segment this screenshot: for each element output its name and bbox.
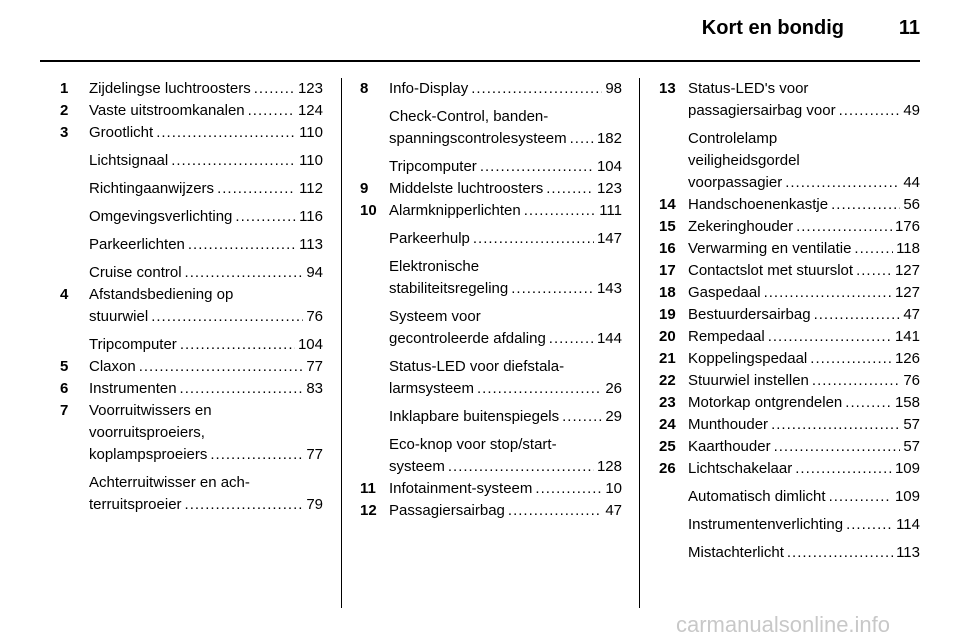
section-title: Kort en bondig	[701, 17, 844, 39]
index-entry	[659, 436, 920, 458]
index-entry	[60, 356, 323, 378]
entry-number: 16	[659, 240, 676, 257]
entry-last-line	[89, 78, 323, 100]
entry-number: 11	[360, 480, 376, 497]
index-entry	[60, 100, 323, 122]
index-entry	[659, 348, 920, 370]
entry-text: Munthouder	[688, 416, 769, 433]
dot-leader	[814, 304, 901, 326]
entry-page: 79	[306, 496, 323, 513]
entry-page: 124	[297, 102, 323, 119]
index-entry	[60, 178, 323, 200]
index-entry	[659, 216, 920, 238]
index-entry	[659, 514, 920, 536]
entry-number: 4	[60, 286, 69, 303]
index-entry	[360, 156, 622, 178]
entry-last-line	[89, 378, 323, 400]
entry-last-line	[688, 542, 920, 564]
index-entry	[659, 370, 920, 392]
entry-last-line	[89, 262, 323, 284]
watermark: carmanualsonline.info	[676, 612, 891, 637]
entry-number: 10	[360, 202, 377, 219]
entry-last-line	[389, 500, 622, 522]
entry-number: 14	[659, 196, 676, 213]
entry-number: 7	[60, 402, 69, 419]
entry-last-line	[89, 206, 323, 228]
entry-text: Controlelamp	[688, 130, 778, 147]
entry-text: Alarmknipperlichten	[389, 202, 521, 219]
entry-last-line	[688, 100, 920, 122]
page-number: 11	[898, 17, 920, 39]
entry-text: terruitsproeier	[89, 496, 182, 513]
entry-last-line	[89, 150, 323, 172]
entry-text: Afstandsbediening op	[89, 286, 234, 303]
entry-text: Middelste luchtroosters	[389, 180, 544, 197]
entry-last-line	[688, 304, 920, 326]
entry-number: 20	[659, 328, 676, 345]
entry-last-line	[688, 514, 920, 536]
dot-leader	[524, 200, 596, 222]
index-entry	[659, 542, 920, 564]
entry-text: Kaarthouder	[688, 438, 771, 455]
entry-text: Gaspedaal	[688, 284, 761, 301]
entry-last-line	[389, 406, 622, 428]
entry-page: 111	[599, 202, 622, 219]
entry-text: Status-LED's voor	[688, 80, 809, 97]
entry-last-line	[688, 370, 920, 392]
index-entry	[60, 472, 323, 516]
entry-last-line	[89, 444, 323, 466]
entry-page: 83	[306, 380, 323, 397]
index-entry	[60, 262, 323, 284]
dot-leader	[180, 378, 304, 400]
entry-page: 104	[596, 158, 622, 175]
entry-text: veiligheidsgordel	[688, 152, 800, 169]
entry-number: 19	[659, 306, 676, 323]
dot-leader	[185, 494, 304, 516]
dot-leader	[810, 348, 892, 370]
dot-leader	[217, 178, 296, 200]
dot-leader	[188, 234, 296, 256]
entry-last-line	[688, 348, 920, 370]
dot-leader	[448, 456, 594, 478]
entry-number: 15	[659, 218, 676, 235]
entry-text: Infotainment-systeem	[389, 480, 533, 497]
entry-last-line	[688, 392, 920, 414]
entry-last-line	[688, 260, 920, 282]
entry-last-line	[688, 414, 920, 436]
entry-page: 110	[299, 152, 323, 169]
entry-page: 49	[903, 102, 920, 119]
entry-number: 24	[659, 416, 676, 433]
entry-text: koplampsproeiers	[89, 446, 208, 463]
entry-page: 44	[903, 174, 920, 191]
entry-last-line	[688, 486, 920, 508]
entry-number: 25	[659, 438, 676, 455]
index-entry	[659, 304, 920, 326]
entry-last-line	[89, 356, 323, 378]
entry-text: stabiliteitsregeling	[389, 280, 509, 297]
entry-page: 109	[894, 488, 920, 505]
dot-leader	[856, 260, 892, 282]
dot-leader	[171, 150, 296, 172]
dot-leader	[796, 216, 892, 238]
dot-leader	[235, 206, 296, 228]
entry-last-line	[389, 456, 622, 478]
entry-text: Mistachterlicht	[688, 544, 784, 561]
entry-text: spanningscontrolesysteem	[389, 130, 567, 147]
index-entry	[360, 228, 622, 250]
entry-text: Elektronische	[389, 258, 480, 275]
dot-leader	[480, 156, 594, 178]
entry-number: 2	[60, 102, 69, 119]
index-entry	[360, 178, 622, 200]
dot-leader	[812, 370, 900, 392]
entry-text: Lichtschakelaar	[688, 460, 793, 477]
entry-number: 17	[659, 262, 676, 279]
index-entry	[360, 478, 622, 500]
entry-page: 126	[894, 350, 920, 367]
index-entry	[360, 406, 622, 428]
entry-text: Inklapbare buitenspiegels	[389, 408, 560, 425]
entry-text: Automatisch dimlicht	[688, 488, 826, 505]
entry-last-line	[389, 478, 622, 500]
entry-last-line	[389, 200, 622, 222]
entry-page: 143	[596, 280, 622, 297]
index-column-3	[659, 78, 920, 564]
entry-text: gecontroleerde afdaling	[389, 330, 546, 347]
index-entry	[60, 334, 323, 356]
entry-last-line	[389, 78, 622, 100]
index-entry	[659, 414, 920, 436]
entry-number: 13	[659, 80, 676, 97]
dot-leader	[477, 378, 602, 400]
index-entry	[60, 78, 323, 100]
entry-text: Vaste uitstroomkanalen	[89, 102, 245, 119]
entry-page: 144	[596, 330, 622, 347]
dot-leader	[570, 128, 594, 150]
dot-leader	[210, 444, 303, 466]
entry-page: 127	[894, 262, 920, 279]
entry-page: 123	[297, 80, 323, 97]
index-entry	[659, 392, 920, 414]
dot-leader	[139, 356, 304, 378]
column-divider	[341, 78, 342, 608]
entry-text: Bestuurdersairbag	[688, 306, 811, 323]
index-entry	[659, 238, 920, 260]
entry-page: 118	[896, 240, 920, 257]
entry-page: 116	[299, 208, 323, 225]
entry-text: Verwarming en ventilatie	[688, 240, 852, 257]
index-entry	[360, 434, 622, 478]
entry-page: 112	[299, 180, 323, 197]
entry-number: 21	[659, 350, 676, 367]
entry-text: Systeem voor	[389, 308, 481, 325]
entry-page: 114	[896, 516, 920, 533]
dot-leader	[764, 282, 892, 304]
dot-leader	[471, 78, 602, 100]
entry-text: Grootlicht	[89, 124, 154, 141]
entry-last-line	[89, 306, 323, 328]
entry-text: Claxon	[89, 358, 136, 375]
index-entry	[60, 284, 323, 328]
entry-last-line	[89, 494, 323, 516]
dot-leader	[795, 458, 892, 480]
index-entry	[360, 200, 622, 222]
entry-page: 158	[894, 394, 920, 411]
entry-text: Tripcomputer	[389, 158, 477, 175]
dot-leader	[854, 238, 893, 260]
index-entry	[60, 150, 323, 172]
entry-last-line	[389, 228, 622, 250]
entry-last-line	[89, 178, 323, 200]
dot-leader	[562, 406, 602, 428]
entry-page: 77	[306, 358, 323, 375]
index-entry	[60, 378, 323, 400]
entry-page: 141	[894, 328, 920, 345]
entry-last-line	[389, 128, 622, 150]
entry-page: 127	[894, 284, 920, 301]
entry-text: Instrumentenverlichting	[688, 516, 844, 533]
entry-number: 12	[360, 502, 377, 519]
entry-last-line	[688, 282, 920, 304]
page-header	[0, 17, 960, 51]
dot-leader	[785, 172, 900, 194]
entry-page: 104	[297, 336, 323, 353]
index-column-2	[360, 78, 622, 522]
index-entry	[360, 306, 622, 350]
index-entry	[360, 256, 622, 300]
entry-text: Voorruitwissers en	[89, 402, 212, 419]
dot-leader	[511, 278, 594, 300]
dot-leader	[151, 306, 303, 328]
column-divider	[639, 78, 640, 608]
index-entry	[60, 122, 323, 144]
dot-leader	[846, 514, 893, 536]
entry-number: 1	[60, 80, 69, 97]
entry-page: 77	[306, 446, 323, 463]
index-entry	[659, 128, 920, 194]
entry-text: Parkeerhulp	[389, 230, 470, 247]
entry-text: Achterruitwisser en ach-	[89, 474, 250, 491]
entry-number: 26	[659, 460, 676, 477]
dot-leader	[185, 262, 304, 284]
index-column-1	[60, 78, 323, 516]
entry-text: Motorkap ontgrendelen	[688, 394, 843, 411]
dot-leader	[535, 478, 602, 500]
dot-leader	[787, 542, 893, 564]
index-entry	[360, 500, 622, 522]
entry-number: 8	[360, 80, 369, 97]
entry-page: 47	[605, 502, 622, 519]
dot-leader	[831, 194, 900, 216]
entry-text: Tripcomputer	[89, 336, 177, 353]
entry-last-line	[389, 278, 622, 300]
dot-leader	[180, 334, 295, 356]
entry-number: 5	[60, 358, 69, 375]
entry-page: 98	[605, 80, 622, 97]
entry-last-line	[389, 156, 622, 178]
entry-page: 76	[903, 372, 920, 389]
index-entry	[60, 206, 323, 228]
entry-last-line	[688, 326, 920, 348]
entry-page: 113	[299, 236, 323, 253]
entry-last-line	[688, 194, 920, 216]
header-rule	[40, 60, 920, 62]
entry-page: 57	[903, 416, 920, 433]
entry-last-line	[688, 216, 920, 238]
entry-last-line	[389, 178, 622, 200]
entry-last-line	[389, 328, 622, 350]
entry-text: voorruitsproeiers,	[89, 424, 205, 441]
index-entry	[360, 356, 622, 400]
entry-text: Eco-knop voor stop/start-	[389, 436, 557, 453]
entry-page: 147	[596, 230, 622, 247]
entry-text: Handschoenenkastje	[688, 196, 829, 213]
entry-number: 6	[60, 380, 69, 397]
entry-text: Lichtsignaal	[89, 152, 169, 169]
index-entry	[659, 260, 920, 282]
dot-leader	[768, 326, 892, 348]
entry-page: 128	[596, 458, 622, 475]
entry-number: 22	[659, 372, 676, 389]
entry-text: Passagiersairbag	[389, 502, 505, 519]
entry-text: Status-LED voor diefstala-	[389, 358, 565, 375]
dot-leader	[248, 100, 295, 122]
entry-page: 57	[903, 438, 920, 455]
entry-text: Contactslot met stuurslot	[688, 262, 854, 279]
dot-leader	[156, 122, 296, 144]
index-entry	[659, 458, 920, 480]
entry-last-line	[688, 458, 920, 480]
dot-leader	[254, 78, 295, 100]
dot-leader	[546, 178, 594, 200]
entry-number: 3	[60, 124, 69, 141]
entry-text: passagiersairbag voor	[688, 102, 836, 119]
entry-page: 76	[306, 308, 323, 325]
entry-page: 29	[605, 408, 622, 425]
entry-last-line	[688, 238, 920, 260]
entry-text: Stuurwiel instellen	[688, 372, 809, 389]
entry-text: Cruise control	[89, 264, 182, 281]
entry-last-line	[89, 122, 323, 144]
dot-leader	[473, 228, 594, 250]
entry-text: voorpassagier	[688, 174, 783, 191]
entry-text: stuurwiel	[89, 308, 149, 325]
dot-leader	[845, 392, 892, 414]
entry-last-line	[89, 100, 323, 122]
entry-text: Parkeerlichten	[89, 236, 185, 253]
entry-text: Zekeringhouder	[688, 218, 794, 235]
entry-text: Rempedaal	[688, 328, 765, 345]
entry-number: 18	[659, 284, 676, 301]
entry-text: larmsysteem	[389, 380, 475, 397]
index-entry	[659, 282, 920, 304]
entry-page: 56	[903, 196, 920, 213]
entry-page: 176	[894, 218, 920, 235]
entry-text: systeem	[389, 458, 445, 475]
dot-leader	[839, 100, 901, 122]
entry-text: Omgevingsverlichting	[89, 208, 233, 225]
index-entry	[659, 78, 920, 122]
entry-page: 109	[894, 460, 920, 477]
entry-text: Richtingaanwijzers	[89, 180, 215, 197]
entry-text: Zijdelingse luchtroosters	[89, 80, 251, 97]
index-entry	[60, 234, 323, 256]
entry-last-line	[389, 378, 622, 400]
dot-leader	[771, 414, 900, 436]
index-entry	[659, 326, 920, 348]
entry-page: 10	[605, 480, 622, 497]
entry-page: 26	[605, 380, 622, 397]
entry-page: 47	[903, 306, 920, 323]
entry-text: Check-Control, banden-	[389, 108, 549, 125]
entry-number: 23	[659, 394, 676, 411]
dot-leader	[829, 486, 892, 508]
entry-page: 123	[596, 180, 622, 197]
entry-page: 110	[299, 124, 323, 141]
dot-leader	[549, 328, 594, 350]
index-entry	[60, 400, 323, 466]
entry-text: Instrumenten	[89, 380, 177, 397]
entry-number: 9	[360, 180, 369, 197]
entry-text: Koppelingspedaal	[688, 350, 808, 367]
dot-leader	[508, 500, 602, 522]
entry-text: Info-Display	[389, 80, 469, 97]
dot-leader	[774, 436, 901, 458]
index-entry	[360, 78, 622, 100]
entry-last-line	[89, 334, 323, 356]
index-entry	[659, 194, 920, 216]
entry-last-line	[688, 172, 920, 194]
entry-last-line	[89, 234, 323, 256]
index-entry	[360, 106, 622, 150]
index-entry	[659, 486, 920, 508]
entry-page: 182	[596, 130, 622, 147]
entry-page: 94	[306, 264, 323, 281]
entry-page: 113	[896, 544, 920, 561]
entry-last-line	[688, 436, 920, 458]
